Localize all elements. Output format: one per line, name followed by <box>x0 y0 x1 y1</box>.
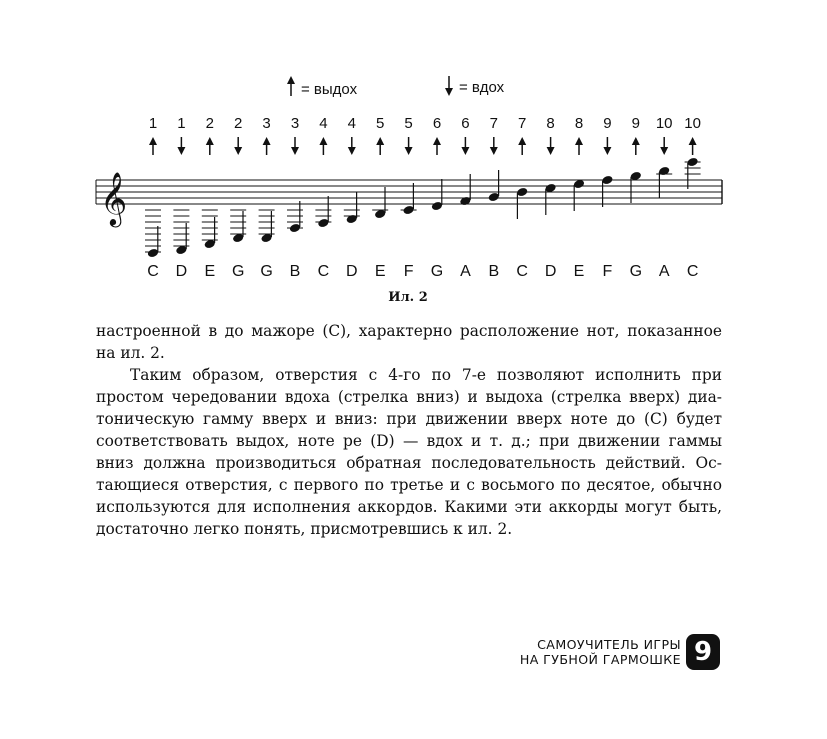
arrow-up-icon <box>376 137 384 155</box>
arrow-down-icon <box>547 137 555 155</box>
music-staff <box>96 180 722 204</box>
arrow-down-icon <box>234 137 242 155</box>
note-diagram <box>0 0 827 320</box>
arrow-up-icon <box>263 137 271 155</box>
hole-number: 1 <box>177 115 186 132</box>
note-name: E <box>374 263 386 280</box>
hole-number: 6 <box>461 115 470 132</box>
note-name: E <box>204 263 216 280</box>
arrow-down-icon <box>405 137 413 155</box>
note-name: C <box>686 263 699 280</box>
arrow-down-icon <box>660 137 668 155</box>
note-name: F <box>602 263 613 280</box>
paragraph-2: Таким образом, отверстия с 4-го по 7-е позволяют исполнить при простом чередовании вдоха (стрелка вниз) и выдоха (стрелка вверх) диатоническую гамму вверх и вниз: при движении вверх ноте до (C) будет соответствовать выдох, ноте ре (D) — вдох и т. д.; при движении гаммы вниз должна производиться обратная последовательность действий. Остающиеся отверстия, с первого по третье и с восьмого по десятое, обычно используются для исполнения аккордов. Какими эти аккорды могут быть, достаточно легко понять, присмотревшись к ил. 2. <box>96 366 722 538</box>
hole-number: 9 <box>603 115 612 132</box>
note-name: A <box>460 263 471 280</box>
note-name: F <box>403 263 414 280</box>
note-name: B <box>289 263 301 280</box>
note-name: D <box>346 263 358 280</box>
arrow-up-icon <box>433 137 441 155</box>
hole-number: 8 <box>546 115 555 132</box>
legend-exhale-label: = выдох <box>301 81 358 98</box>
page-footer <box>520 634 720 670</box>
note-name: G <box>430 263 444 280</box>
hole-number: 10 <box>655 115 673 132</box>
arrow-up-icon <box>575 137 583 155</box>
harmonica-note-figure <box>0 0 827 320</box>
arrow-down-icon <box>291 137 299 155</box>
note-name: C <box>317 263 330 280</box>
arrow-down-icon <box>445 76 453 96</box>
body-text <box>96 320 722 540</box>
page-number-badge: 9 <box>686 634 720 670</box>
note-name: G <box>260 263 273 280</box>
hole-number: 5 <box>404 115 413 132</box>
hole-number: 4 <box>347 115 356 132</box>
hole-number: 2 <box>205 115 214 132</box>
hole-number: 8 <box>574 115 584 132</box>
hole-number: 10 <box>684 115 701 132</box>
book-title-line-2: НА ГУБНОЙ ГАРМОШКЕ <box>519 652 681 667</box>
note-name: A <box>658 263 670 280</box>
arrow-down-icon <box>490 137 498 155</box>
hole-number: 6 <box>432 115 442 132</box>
note-name: D <box>175 263 188 280</box>
hole-number: 9 <box>631 115 640 132</box>
legend-exhale <box>287 76 358 98</box>
hole-number: 3 <box>290 115 300 132</box>
hole-number: 7 <box>489 115 498 132</box>
arrow-down-icon <box>461 137 469 155</box>
arrow-down-icon <box>177 137 185 155</box>
arrow-up-icon <box>518 137 526 155</box>
note-name: E <box>573 263 585 280</box>
hole-number: 3 <box>262 115 271 132</box>
hole-number: 1 <box>148 115 158 132</box>
figure-caption: Ил. 2 <box>388 290 428 305</box>
note-name: C <box>516 263 528 280</box>
arrow-up-icon <box>632 137 640 155</box>
hole-column <box>488 115 500 280</box>
arrow-up-icon <box>689 137 697 155</box>
legend-inhale <box>445 76 505 96</box>
arrow-down-icon <box>348 137 356 155</box>
arrow-up-icon <box>287 76 295 96</box>
arrow-up-icon <box>319 137 327 155</box>
note-name: G <box>231 263 245 280</box>
note-name: D <box>544 263 557 280</box>
note-name: B <box>488 263 500 280</box>
arrow-up-icon <box>149 137 157 155</box>
note-name: G <box>629 263 643 280</box>
arrow-down-icon <box>603 137 611 155</box>
hole-number: 5 <box>376 115 385 132</box>
legend-inhale-label: = вдох <box>459 79 505 96</box>
note-name: C <box>147 263 159 280</box>
treble-clef-icon: 𝄞 <box>100 171 128 225</box>
paragraph-1: настроенной в до мажоре (C), характерно расположение нот, показанное на ил. 2. <box>96 322 722 362</box>
book-title-line-1: САМОУЧИТЕЛЬ ИГРЫ <box>537 637 681 652</box>
hole-number: 4 <box>319 115 328 132</box>
book-title <box>520 637 681 667</box>
arrow-up-icon <box>206 137 214 155</box>
hole-number: 7 <box>518 115 527 132</box>
hole-number: 2 <box>234 115 243 132</box>
